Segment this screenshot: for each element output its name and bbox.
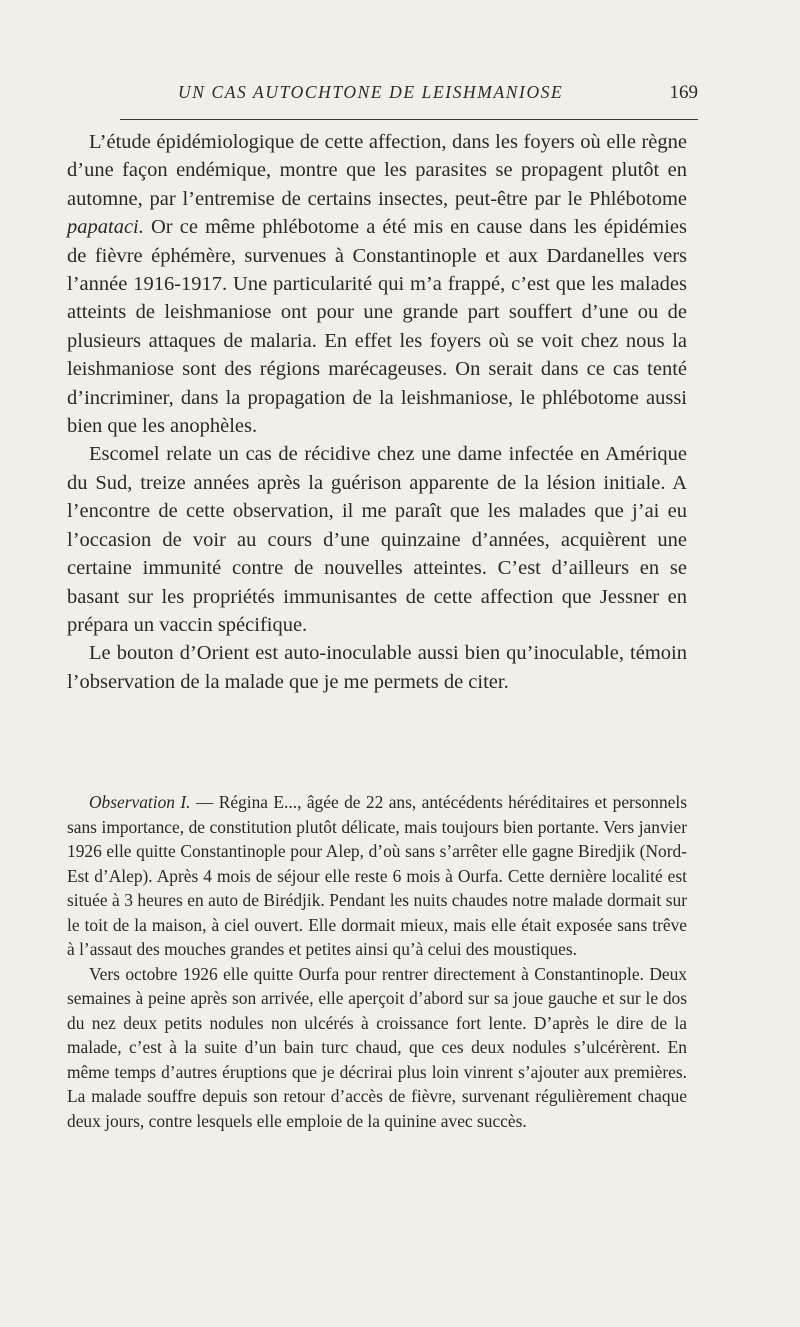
observation-section <box>67 790 687 1133</box>
observation-paragraph-2: Vers octobre 1926 elle quitte Ourfa pour rentrer directement à Constantinople. Deux semaines à peine après son arrivée, elle aperçoit d’abord sur sa joue gauche et sur le dos du nez deux petits nodules non ulcérés à croissance fort lente. D’après le dire de la malade, c’est à la suite d’un bain turc chaud, que ces deux nodules s’ulcérèrent. En même temps d’autres éruptions que je décrirai plus loin vinrent s’ajouter aux premières. La malade souffre depuis son retour d’accès de fièvre, survenant régulièrement chaque deux jours, contre lesquels elle emploie de la quinine avec succès. <box>67 963 687 1131</box>
running-header <box>120 82 698 110</box>
paragraph-epidemiology <box>67 128 687 440</box>
header-rule <box>120 119 698 120</box>
running-title: UN CAS AUTOCHTONE DE LEISHMANIOSE <box>178 82 564 102</box>
page-number: 169 <box>669 82 698 103</box>
observation-paragraph-1 <box>67 790 687 962</box>
species-name: papataci. <box>67 216 144 239</box>
paragraph-escomel: Escomel relate un cas de récidive chez une dame infectée en Amérique du Sud, treize années après la guérison apparente de la lésion initiale. A l’encontre de cette observation, il me paraît que les malades que j’ai eu l’occasion de voir au cours d’une quinzaine d’années, acquièrent une certaine immunité contre de nouvelles atteintes. C’est d’ailleurs en se basant sur les propriétés immunisantes de cette affection que Jessner en prépara un vaccin spécifique. <box>67 443 687 636</box>
observation-text: — Régina E..., âgée de 22 ans, antécédents héréditaires et personnels sans importance, de constitution plutôt délicate, mais toujours bien portante. Vers janvier 1926 elle quitte Constantinople pour Alep, d’où sans s’arrêter elle gagne Biredjik (Nord-Est d’Alep). Après 4 mois de séjour elle reste 6 mois à Ourfa. Cette dernière localité est située à 3 heures en auto de Birédjik. Pendant les nuits chaudes notre malade dormait sur le toit de la maison, à ciel ouvert. Elle dormait mieux, mais elle était exposée sans trêve à l’assaut des mouches grandes et petites ainsi qu’à celui des moustiques. <box>67 792 687 959</box>
paragraph-auto-inoculation: Le bouton d’Orient est auto-inoculable aussi bien qu’inoculable, témoin l’observation de la malade que je me permets de citer. <box>67 642 687 693</box>
paragraph-text: Or ce même phlébotome a été mis en cause dans les épidémies de fièvre éphémère, survenues à Constantinople et aux Dardanelles vers l’année 1916-1917. Une particularité qui m’a frappé, c’est que les malades atteints de leishmaniose ont pour une grande part souffert d’une ou de plusieurs attaques de malaria. En effet les foyers où se voit chez nous la leishmaniose sont des régions marécageuses. On serait dans ce cas tenté d’incriminer, dans la propagation de la leishmaniose, le phlébotome aussi bien que les anophèles. <box>67 216 687 438</box>
paragraph-text: L’étude épidémiologique de cette affection, dans les foyers où elle règne d’une façon endémique, montre que les parasites se propagent plutôt en automne, par l’entremise de certains insectes, peut-être par le Phlébotome <box>67 131 687 210</box>
main-text <box>67 128 687 696</box>
observation-label: Observation I. <box>89 792 191 812</box>
